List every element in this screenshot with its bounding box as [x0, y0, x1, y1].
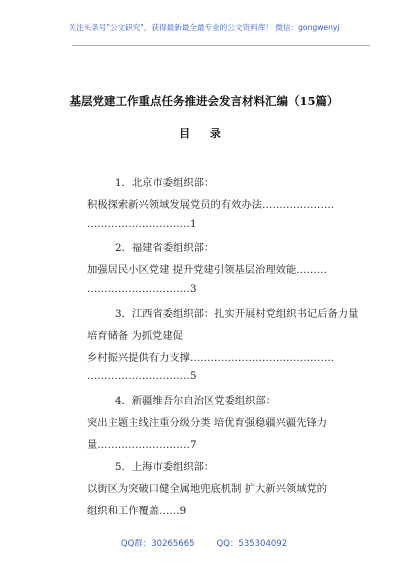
toc-entry-1-page: …………………………1: [87, 218, 197, 230]
toc-entry-3-heading: 3．江西省委组织部：扎实开展村党组织书记后备力量: [115, 308, 359, 320]
toc-entry-2-page: …………………………3: [87, 283, 197, 295]
toc-entry-2-heading: 2．福建省委组织部：: [115, 242, 215, 254]
header-divider: [72, 45, 370, 46]
footer-qq: QQ：535304092: [216, 539, 288, 549]
header-banner: 关注头条号"公文研究"，获得最新最全最专业的公文资料库！ 微信：gongwenyj: [68, 23, 340, 32]
toc-entry-4-title: 突出主题主线注重分级分类 培优育强稳疆兴疆先锋力: [87, 417, 328, 429]
toc-entry-4-heading: 4．新疆维吾尔自治区党委组织部：: [115, 395, 277, 407]
toc-entry-1-heading: 1．北京市委组织部：: [115, 177, 215, 189]
footer-contact: [0, 537, 408, 549]
toc-entry-5-title-line-2: 组织和工作覆盖……9: [87, 505, 187, 517]
toc-entry-2-title: 加强居民小区党建 提升党建引领基层治理效能………: [87, 264, 328, 276]
toc-entry-3-page: …………………………5: [87, 370, 197, 382]
toc-heading: 目 录: [179, 127, 229, 140]
toc-entry-3-title-line-2: 乡村振兴提供有力支撑……………………………………: [87, 352, 335, 364]
toc-entry-5-title-line-1: 以街区为突破口健全属地兜底机制 扩大新兴领域党的: [87, 483, 328, 495]
toc-entry-4-page: 量………………………7: [87, 439, 197, 451]
toc-entry-1-title: 积极探索新兴领域发展党员的有效办法…………………: [87, 199, 335, 211]
document-title: 基层党建工作重点任务推进会发言材料汇编（15篇）: [69, 94, 339, 108]
footer-qq-group: QQ群：30265665: [120, 539, 195, 549]
toc-entry-3-title-line-1: 培育储备 为抓党建促: [87, 330, 183, 342]
toc-entry-5-heading: 5．上海市委组织部：: [115, 461, 215, 473]
